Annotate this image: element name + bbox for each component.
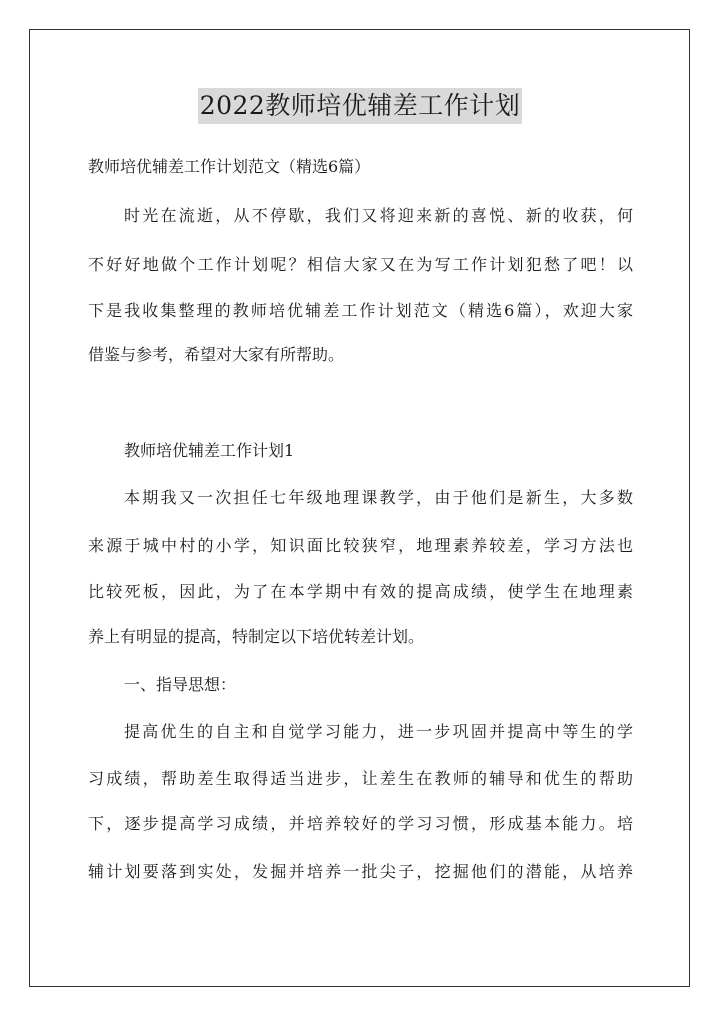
guide-line: 提高优生的自主和自觉学习能力，进一步巩固并提高中等生的学 <box>124 722 633 741</box>
section-line: 本期我又一次担任七年级地理课教学，由于他们是新生，大多数 <box>124 488 633 507</box>
section-heading: 教师培优辅差工作计划1 <box>124 441 295 460</box>
intro-line: 借鉴与参考，希望对大家有所帮助。 <box>88 345 345 364</box>
subheading: 一、指导思想： <box>124 675 237 694</box>
intro-line: 不好好地做个工作计划呢？相信大家又在为写工作计划犯愁了吧！以 <box>88 255 633 274</box>
guide-line: 习成绩，帮助差生取得适当进步，让差生在教师的辅导和优生的帮助 <box>88 769 633 788</box>
document-subtitle: 教师培优辅差工作计划范文（精选6篇） <box>88 157 371 176</box>
guide-line: 下，逐步提高学习成绩，并培养较好的学习习惯，形成基本能力。培 <box>88 814 633 833</box>
document-title: 2022教师培优辅差工作计划 <box>198 88 523 124</box>
section-line: 比较死板，因此，为了在本学期中有效的提高成绩，使学生在地理素 <box>88 582 633 601</box>
section-line: 来源于城中村的小学，知识面比较狭窄，地理素养较差，学习方法也 <box>88 536 633 555</box>
section-line: 养上有明显的提高，特制定以下培优转差计划。 <box>88 627 425 646</box>
intro-line: 下是我收集整理的教师培优辅差工作计划范文（精选6篇），欢迎大家 <box>88 301 633 320</box>
title-container <box>0 88 720 124</box>
intro-line: 时光在流逝，从不停歇，我们又将迎来新的喜悦、新的收获，何 <box>124 206 633 225</box>
guide-line: 辅计划要落到实处，发掘并培养一批尖子，挖掘他们的潜能，从培养 <box>88 862 633 881</box>
